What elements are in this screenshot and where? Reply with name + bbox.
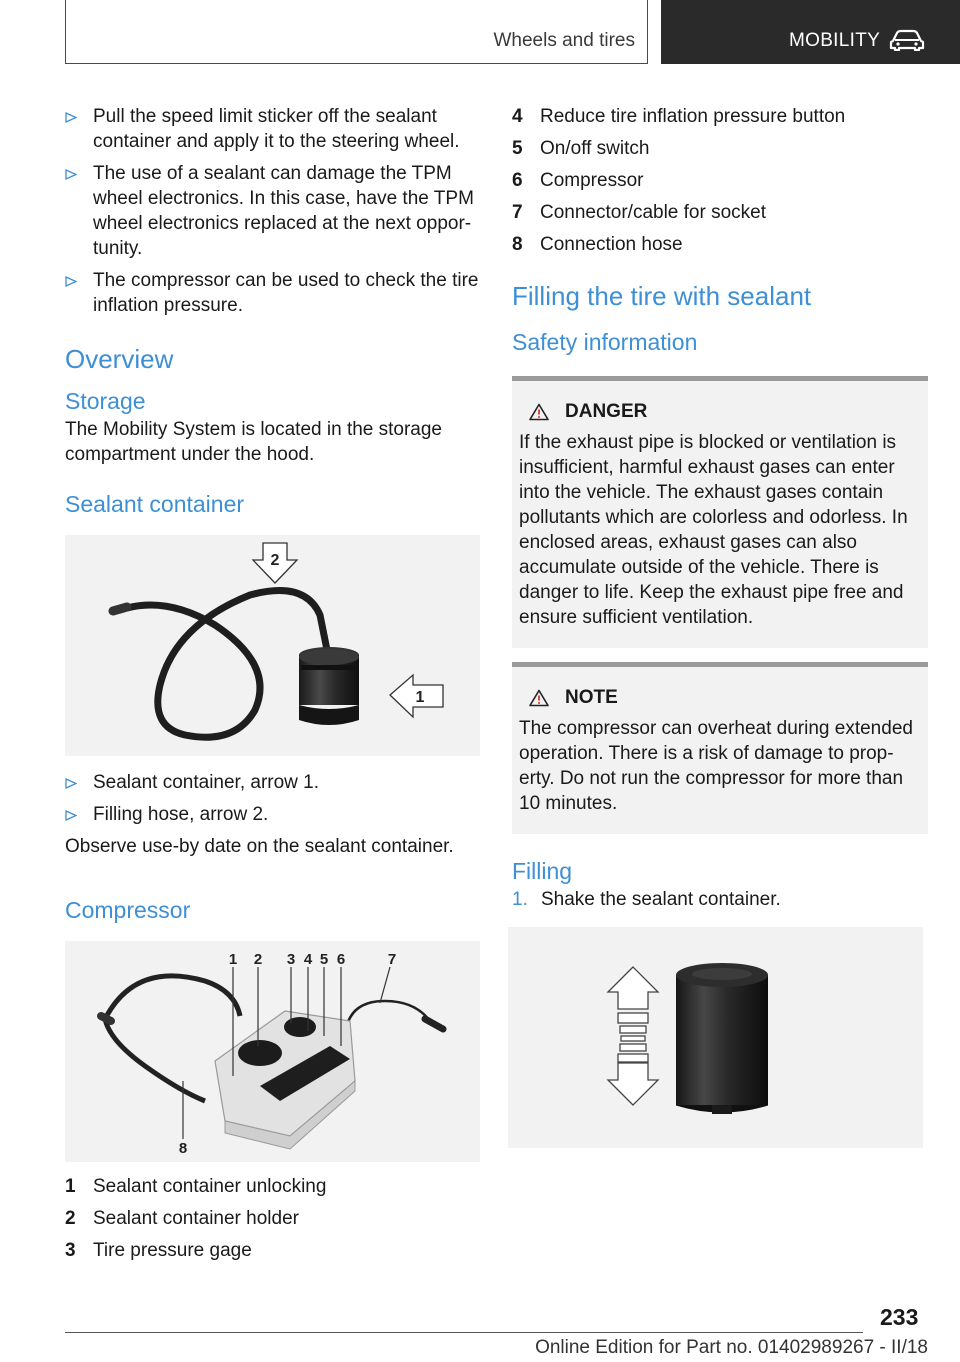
safety-heading: Safety information: [512, 329, 698, 355]
legend-item: 8 Connection hose: [512, 234, 683, 255]
note-title-row: [519, 687, 920, 709]
danger-title: DANGER: [565, 401, 648, 422]
list-item: Sealant container, arrow 1.: [65, 770, 480, 795]
step-item: [512, 887, 928, 912]
compressor-label-4: 4: [303, 951, 313, 968]
footer-edition: Online Edition for Part no. 01402989267 - II/18: [535, 1337, 928, 1358]
list-item: Pull the speed limit sticker off the sealant container and apply it to the steering wheel.: [65, 104, 480, 154]
legend-item: 5 On/off switch: [512, 138, 650, 159]
arrow-label-2: 2: [270, 552, 280, 569]
legend-item: 3 Tire pressure gage: [65, 1240, 252, 1261]
legend-item: 7 Connector/cable for socket: [512, 202, 767, 223]
legend-item: 2 Sealant container holder: [65, 1208, 299, 1229]
note-text: The compressor can overheat during extended operation. There is a risk of damage to property. Do not run the compressor for more than 10 minutes.: [519, 718, 913, 814]
list-item: The use of a sealant can damage the TPM wheel electronics. In this case, have the TPM wheel electronics replaced at the next opportunity.: [65, 161, 480, 261]
sealant-container-figure: [65, 535, 480, 756]
bullet-triangle-icon: [65, 778, 77, 789]
compressor-label-2: 2: [253, 951, 263, 968]
bullet-triangle-icon: [65, 276, 77, 287]
legend-item: 4 Reduce tire inflation pressure button: [512, 106, 846, 127]
step-number: 1.: [512, 889, 528, 910]
shake-figure: [508, 927, 923, 1148]
header-chapter-title: MOBILITY: [789, 30, 881, 51]
sealant-heading: Sealant container: [65, 491, 245, 517]
right-column: [512, 104, 928, 1148]
legend-item: 6 Compressor: [512, 170, 644, 191]
compressor-label-7: 7: [387, 951, 397, 968]
storage-heading: Storage: [65, 388, 146, 414]
header-section-box: [65, 0, 648, 64]
compressor-label-5: 5: [319, 951, 329, 968]
legend-item: 1 Sealant container unlocking: [65, 1176, 327, 1197]
compressor-label-1: 1: [228, 951, 238, 968]
step-text: Shake the sealant container.: [541, 889, 781, 910]
filling-heading: Filling the tire with sealant: [512, 281, 812, 311]
page-number: 233: [880, 1304, 919, 1330]
header-chapter-box: [661, 0, 960, 64]
list-item: Filling hose, arrow 2.: [65, 802, 480, 827]
compressor-label-3: 3: [286, 951, 296, 968]
compressor-heading: Compressor: [65, 897, 191, 923]
car-icon: [889, 29, 925, 51]
bullet-triangle-icon: [65, 810, 77, 821]
sealant-note: Observe use-by date on the sealant container.: [65, 836, 454, 857]
warning-triangle-icon: [529, 403, 549, 421]
footer-divider: [65, 1332, 863, 1333]
filling-subheading: Filling: [512, 858, 573, 884]
danger-box: [512, 376, 928, 648]
header-section-title: Wheels and tires: [493, 30, 635, 51]
danger-text: If the exhaust pipe is blocked or ventilation is insufficient, harmful exhaust gases can enter into the vehicle. The exhaust gases contain pollutants which are colorless and odorless. In enclosed areas, exhaust gases can also accumulate outside of the vehicle. There is danger to life. Keep the exhaust pipe free and ensure sufficient ventilation.: [519, 432, 908, 628]
compressor-illustration: [65, 941, 480, 1162]
storage-text: The Mobility System is located in the storage compartment under the hood.: [65, 419, 443, 465]
arrow-label-1: 1: [415, 689, 425, 706]
danger-title-row: [519, 401, 920, 423]
bullet-triangle-icon: [65, 169, 77, 180]
bullet-triangle-icon: [65, 112, 77, 123]
shake-container-illustration: [508, 927, 923, 1148]
note-title: NOTE: [565, 687, 618, 708]
compressor-figure: [65, 941, 480, 1162]
warning-triangle-icon: [529, 689, 549, 707]
note-box: [512, 662, 928, 834]
overview-heading: Overview: [65, 344, 174, 374]
left-column: [65, 104, 480, 1270]
sealant-container-illustration: [65, 535, 480, 756]
compressor-label-6: 6: [336, 951, 346, 968]
compressor-label-8: 8: [178, 1140, 188, 1157]
list-item: The compressor can be used to check the tire inflation pressure.: [65, 268, 480, 318]
